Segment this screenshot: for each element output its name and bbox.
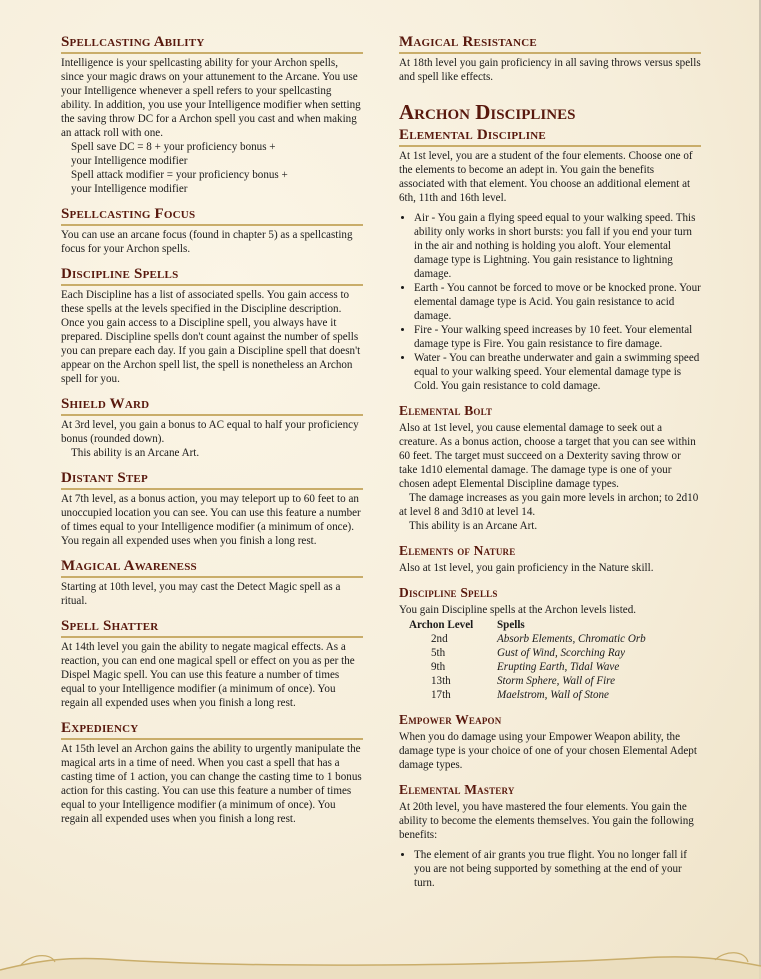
section-spellcasting-focus [61, 206, 363, 256]
heading-spellcasting-ability: Spellcasting Ability [61, 34, 363, 54]
text-elemental-discipline: At 1st level, you are a student of the four elements. Choose one of the elements to become an adept in. You gain the benefits associated with that element. You choose an additional element at 6th, 11th and 16th level. [399, 150, 693, 204]
section-shield-ward [61, 396, 363, 460]
list-item-earth: • Earth - You cannot be forced to move or be knocked prone. Your elemental damage type is Acid. You gain resistance to acid damage. [414, 281, 701, 323]
heading-elements-of-nature: Elements of Nature [399, 543, 516, 558]
text-shield-ward: At 3rd level, you gain a bonus to AC equal to half your proficiency bonus (rounded down). [61, 419, 359, 445]
cell-level: 2nd [431, 633, 448, 645]
text-elements-of-nature: Also at 1st level, you gain proficiency in the Nature skill. [399, 562, 654, 574]
spells-table-header [409, 618, 646, 632]
cell-spells: Absorb Elements, Chromatic Orb [497, 633, 646, 645]
text-discipline-spells-right: You gain Discipline spells at the Archon levels listed. [399, 604, 637, 616]
table-row [409, 688, 646, 702]
text-spellcasting-ability: Intelligence is your spellcasting ability for your Archon spells, since your magic draws on your attunement to the Arcane. You use your Intelligence whenever a spell refers to your spellcasting ability. In addition, you use your Intelligence modifier when setting the saving throw DC for a Archon spell you cast and when making an attack roll with one. [61, 57, 361, 139]
column-header-level: Archon Level [409, 619, 474, 631]
text-elemental-bolt: Also at 1st level, you cause elemental damage to seek out a creature. As a bonus action, choose a target that you can see within 60 feet. The target must succeed on a Dexterity saving throw or take 1d10 elemental damage. The damage type is one of your chosen adept Elemental Discipline damage types. [399, 422, 696, 490]
footer-ornament [0, 936, 761, 979]
table-row [409, 632, 646, 646]
text-empower-weapon: When you do damage using your Empower Weapon ability, the damage type is your choice of one of your chosen Elemental Adept damage types. [399, 731, 697, 771]
text-expediency: At 15th level an Archon gains the ability to urgently manipulate the magical arts in a time of need. When you cast a spell that has a casting time of 1 action, you can change the casting time to 1 bonus action for this casting. You can use this feature a number of times equal to your Intelligence modifier (a minimum of once). You regain all expended uses when you finish a long rest. [61, 743, 362, 825]
text-spell-shatter: At 14th level you gain the ability to negate magical effects. As a reaction, you can end one magical spell or effect on you as per the Dispel Magic spell. You can use this feature a number of times equal to your Intelligence modifier (a minimum of once). You regain all expended uses when you finish a long rest. [61, 641, 355, 709]
heading-empower-weapon: Empower Weapon [399, 712, 502, 727]
section-elements-of-nature [399, 543, 701, 575]
section-elemental-bolt [399, 403, 701, 533]
heading-elemental-discipline: Elemental Discipline [399, 127, 701, 147]
column-header-spells: Spells [497, 619, 525, 631]
list-item-water: • Water - You can breathe underwater and gain a swimming speed equal to your walking speed. Your elemental damage type is Cold. You gain resistance to cold damage. [414, 351, 701, 393]
section-spellcasting-ability [61, 34, 363, 196]
text-discipline-spells-left: Each Discipline has a list of associated spells. You gain access to these spells at the levels specified in the Discipline description. Once you gain access to a Discipline spell, you always have it prepared. Discipline spells don't count against the number of spells you can prepare each day. If you gain a Discipline spell that doesn't appear on the Archon spell list, the spell is nonetheless an Archon spell for you. [61, 289, 361, 385]
list-mastery-benefits [399, 848, 701, 890]
cell-level: 9th [431, 661, 446, 673]
right-column [399, 34, 701, 900]
section-empower-weapon [399, 712, 701, 772]
text-spell-save-dc-2: your Intelligence modifier [71, 155, 188, 167]
heading-spellcasting-focus: Spellcasting Focus [61, 206, 363, 226]
heading-archon-disciplines: Archon Disciplines [399, 100, 576, 124]
cell-spells: Erupting Earth, Tidal Wave [497, 661, 620, 673]
cell-spells: Gust of Wind, Scorching Ray [497, 647, 626, 659]
text-elemental-bolt-scaling: The damage increases as you gain more levels in archon; to 2d10 at level 8 and 3d10 at level 14. [399, 492, 699, 518]
heading-discipline-spells-left: Discipline Spells [61, 266, 363, 286]
text-magical-resistance: At 18th level you gain proficiency in all saving throws versus spells and spell like effects. [399, 57, 701, 83]
section-elemental-mastery [399, 782, 701, 890]
section-distant-step [61, 470, 363, 548]
text-shield-ward-note: This ability is an Arcane Art. [71, 447, 200, 459]
text-elemental-mastery: At 20th level, you have mastered the four elements. You gain the ability to become the elements themselves. You gain the following benefits: [399, 801, 694, 841]
text-elemental-bolt-note: This ability is an Arcane Art. [409, 520, 538, 532]
heading-spell-shatter: Spell Shatter [61, 618, 363, 638]
cell-level: 13th [431, 675, 451, 687]
cell-spells: Maelstrom, Wall of Stone [497, 689, 609, 701]
section-expediency [61, 720, 363, 826]
heading-discipline-spells-right: Discipline Spells [399, 585, 498, 600]
heading-expediency: Expediency [61, 720, 363, 740]
text-spell-save-dc-1: Spell save DC = 8 + your proficiency bonus + [71, 141, 276, 153]
list-item-fire: • Fire - Your walking speed increases by 10 feet. Your elemental damage type is Fire. You gain resistance to fire damage. [414, 323, 701, 351]
section-discipline-spells-right [399, 585, 701, 702]
section-magical-resistance [399, 34, 701, 84]
cell-level: 17th [431, 689, 451, 701]
text-spell-attack-1: Spell attack modifier = your proficiency bonus + [71, 169, 288, 181]
heading-distant-step: Distant Step [61, 470, 363, 490]
table-row [409, 660, 646, 674]
heading-shield-ward: Shield Ward [61, 396, 363, 416]
heading-elemental-mastery: Elemental Mastery [399, 782, 515, 797]
list-elements [399, 211, 701, 393]
cell-spells: Storm Sphere, Wall of Fire [497, 675, 616, 687]
text-spellcasting-focus: You can use an arcane focus (found in chapter 5) as a spellcasting focus for your Archon spells. [61, 229, 353, 255]
text-distant-step: At 7th level, as a bonus action, you may teleport up to 60 feet to an unoccupied location you can see. You can use this feature a number of times equal to your Intelligence modifier (a minimum of once). You regain all expended uses when you finish a long rest. [61, 493, 361, 547]
left-column [61, 34, 363, 836]
text-spell-attack-2: your Intelligence modifier [71, 183, 188, 195]
section-elemental-discipline [399, 127, 701, 393]
heading-magical-resistance: Magical Resistance [399, 34, 701, 54]
section-spell-shatter [61, 618, 363, 710]
cell-level: 5th [431, 647, 446, 659]
table-row [409, 646, 646, 660]
text-magical-awareness: Starting at 10th level, you may cast the Detect Magic spell as a ritual. [61, 581, 341, 607]
section-discipline-spells-left [61, 266, 363, 386]
table-row [409, 674, 646, 688]
section-magical-awareness [61, 558, 363, 608]
heading-elemental-bolt: Elemental Bolt [399, 403, 493, 418]
list-item-air-flight: • The element of air grants you true flight. You no longer fall if you are not being supported by something at the end of your turn. [414, 848, 701, 890]
list-item-air: • Air - You gain a flying speed equal to your walking speed. This ability only works in short bursts: you fall if you end your turn in the air and nothing is holding you aloft. Your elemental damage type is Lightning. You gain resistance to lightning damage. [414, 211, 701, 281]
spells-table [409, 618, 646, 702]
heading-magical-awareness: Magical Awareness [61, 558, 363, 578]
